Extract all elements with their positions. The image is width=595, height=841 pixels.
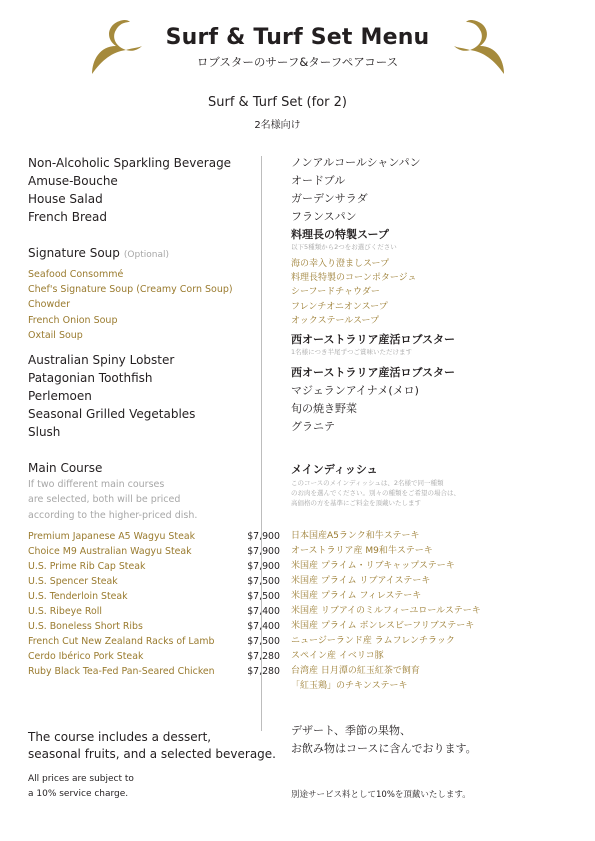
starter-item: House Salad [28, 192, 103, 206]
note-line: If two different main courses [28, 479, 165, 490]
soup-heading [28, 244, 258, 264]
main-course-price: $7,280 [247, 666, 280, 677]
main-course-item-jp: ニュージーランド産 ラムフレンチラック [291, 636, 455, 646]
main-course-row [28, 606, 280, 621]
soup-item: French Onion Soup [28, 314, 118, 326]
service-charge-note-jp: 別途サービス料として10%を頂戴いたします。 [291, 790, 471, 800]
starter-item-jp: ガーデンサラダ [291, 192, 368, 205]
dish-item-jp: グラニテ [291, 420, 335, 433]
main-course-item-jp: 「紅玉鶏」のチキンステーキ [291, 681, 408, 691]
main-course-name: U.S. Ribeye Roll [28, 606, 102, 617]
soup-list-jp [291, 257, 581, 328]
starters-list-jp [291, 154, 581, 226]
starter-item: Non-Alcoholic Sparkling Beverage [28, 156, 232, 170]
main-course-item-jp: 米国産 リブアイのミルフィーユロールステーキ [291, 606, 481, 616]
main-course-item-jp: 米国産 プライム リブアイステーキ [291, 576, 431, 586]
main-course-row [28, 546, 280, 561]
main-course-row [28, 591, 280, 606]
main-course-price: $7,400 [247, 606, 280, 617]
main-course-name: U.S. Prime Rib Cap Steak [28, 561, 146, 572]
soup-title-jp: 料理長の特製スープ [291, 228, 389, 241]
main-course-item-jp: スペイン産 イベリコ豚 [291, 651, 384, 661]
main-course-price: $7,900 [247, 531, 280, 542]
main-course-price: $7,500 [247, 636, 280, 647]
course-includes-note [28, 729, 276, 763]
main-course-name: U.S. Spencer Steak [28, 576, 118, 587]
main-course-item-jp: 日本国産A5ランク和牛ステーキ [291, 531, 420, 541]
note-line-jp: 高価格の方を基準にご料金を頂戴いたします [291, 499, 421, 507]
main-course-name: Choice M9 Australian Wagyu Steak [28, 546, 192, 557]
main-course-row [28, 666, 280, 681]
main-course-item-jp: 米国産 プライム ボンレスビーフリブステーキ [291, 621, 475, 631]
lobster-title-jp: 西オーストラリア産活ロブスター [291, 333, 456, 346]
main-course-price: $7,500 [247, 576, 280, 587]
note-line: according to the higher-priced dish. [28, 509, 198, 521]
main-dishes-list [28, 351, 258, 441]
dish-item: Australian Spiny Lobster [28, 353, 175, 367]
footer-line-jp: デザート、季節の果物、 [291, 724, 412, 737]
starter-item: Amuse-Bouche [28, 174, 118, 188]
main-course-price: $7,400 [247, 621, 280, 632]
menu-title: Surf & Turf Set Menu [165, 25, 430, 50]
dish-item: Patagonian Toothfish [28, 371, 153, 385]
main-course-title: Main Course [28, 461, 103, 475]
service-charge-note [28, 772, 134, 801]
soup-title: Signature Soup [28, 246, 120, 260]
soup-item-jp: 海の幸入り澄ましスープ [291, 259, 390, 269]
main-course-name: Ruby Black Tea-Fed Pan-Seared Chicken [28, 666, 215, 677]
footer-line-jp: お飲み物はコースに含んでおります。 [291, 742, 477, 755]
dish-item: Perlemoen [28, 389, 92, 403]
main-course-list-jp [291, 529, 581, 694]
main-course-row [28, 651, 280, 666]
soup-list [28, 267, 258, 343]
service-line: a 10% service charge. [28, 788, 129, 799]
course-includes-note-jp [291, 722, 477, 758]
main-course-price: $7,280 [247, 651, 280, 662]
set-subtitle-jp: 2名様向け [254, 120, 301, 131]
soup-item: Oxtail Soup [28, 329, 83, 341]
dish-item-jp: 西オーストラリア産活ロブスター [291, 366, 456, 379]
main-course-row [28, 531, 280, 546]
footer-line: seasonal fruits, and a selected beverage. [28, 747, 276, 761]
main-course-name: Cerdo Ibérico Pork Steak [28, 651, 144, 662]
main-course-item-jp: オーストラリア産 M9和牛ステーキ [291, 546, 433, 556]
soup-item-jp: 料理長特製のコーンポタージュ [291, 273, 417, 284]
main-course-name: French Cut New Zealand Racks of Lamb [28, 636, 215, 647]
soup-item-jp: フレンチオニオンスープ [291, 301, 388, 312]
main-course-note [28, 477, 258, 523]
menu-title-jp: ロブスターのサーフ&ターフペアコース [196, 55, 399, 69]
main-course-item-jp: 台湾産 日月潭の紅玉紅茶で飼育 [291, 666, 420, 676]
main-dishes-list-jp [291, 364, 581, 436]
dish-item-jp: マジェランアイナメ(メロ) [291, 384, 419, 397]
main-course-row [28, 621, 280, 636]
dish-item-jp: 旬の焼き野菜 [291, 402, 357, 415]
service-line: All prices are subject to [28, 774, 134, 784]
footer-line: The course includes a dessert, [28, 730, 212, 744]
dish-item: Seasonal Grilled Vegetables [28, 407, 196, 421]
main-course-price: $7,900 [247, 561, 280, 572]
main-course-item-jp: 米国産 プライム・リブキャップステーキ [291, 561, 455, 571]
main-course-row [28, 561, 280, 576]
starter-item-jp: ノンアルコールシャンパン [291, 156, 421, 169]
main-course-item-jp: 米国産 プライム フィレステーキ [291, 591, 422, 601]
main-course-row [28, 636, 280, 651]
note-line-jp: このコースのメインディッシュは、2名様で同一種類 [291, 479, 444, 487]
main-course-title-jp: メインディッシュ [291, 463, 378, 476]
starters-list [28, 154, 258, 226]
main-course-row [28, 576, 280, 591]
starter-item-jp: オードブル [291, 174, 346, 187]
soup-note-jp: 以下5種類から2つをお選びください [291, 243, 397, 251]
main-course-name: U.S. Boneless Short Ribs [28, 621, 143, 632]
main-course-name: Premium Japanese A5 Wagyu Steak [28, 531, 196, 542]
note-line-jp: のお肉を選んでください。別々の種類をご希望の場合は、 [291, 489, 460, 497]
main-course-price: $7,900 [247, 546, 280, 557]
main-course-price: $7,500 [247, 591, 280, 602]
starter-item: French Bread [28, 210, 107, 224]
dish-item: Slush [28, 425, 61, 439]
soup-item: Seafood Consommé [28, 269, 124, 280]
main-course-note-jp [291, 478, 581, 508]
set-subtitle: Surf & Turf Set (for 2) [208, 95, 347, 110]
soup-item: Chef's Signature Soup (Creamy Corn Soup) [28, 284, 233, 296]
soup-item-jp: オックステールスープ [291, 315, 380, 326]
main-course-name: U.S. Tenderloin Steak [28, 591, 128, 602]
soup-item-jp: シーフードチャウダー [291, 287, 380, 298]
starter-item-jp: フランスパン [291, 210, 357, 223]
soup-optional-label: (Optional) [123, 250, 169, 260]
soup-item: Chowder [28, 299, 71, 311]
note-line: are selected, both will be priced [28, 494, 181, 506]
lobster-note-jp: 1名様につき半尾ずつご賞味いただけます [291, 348, 413, 356]
